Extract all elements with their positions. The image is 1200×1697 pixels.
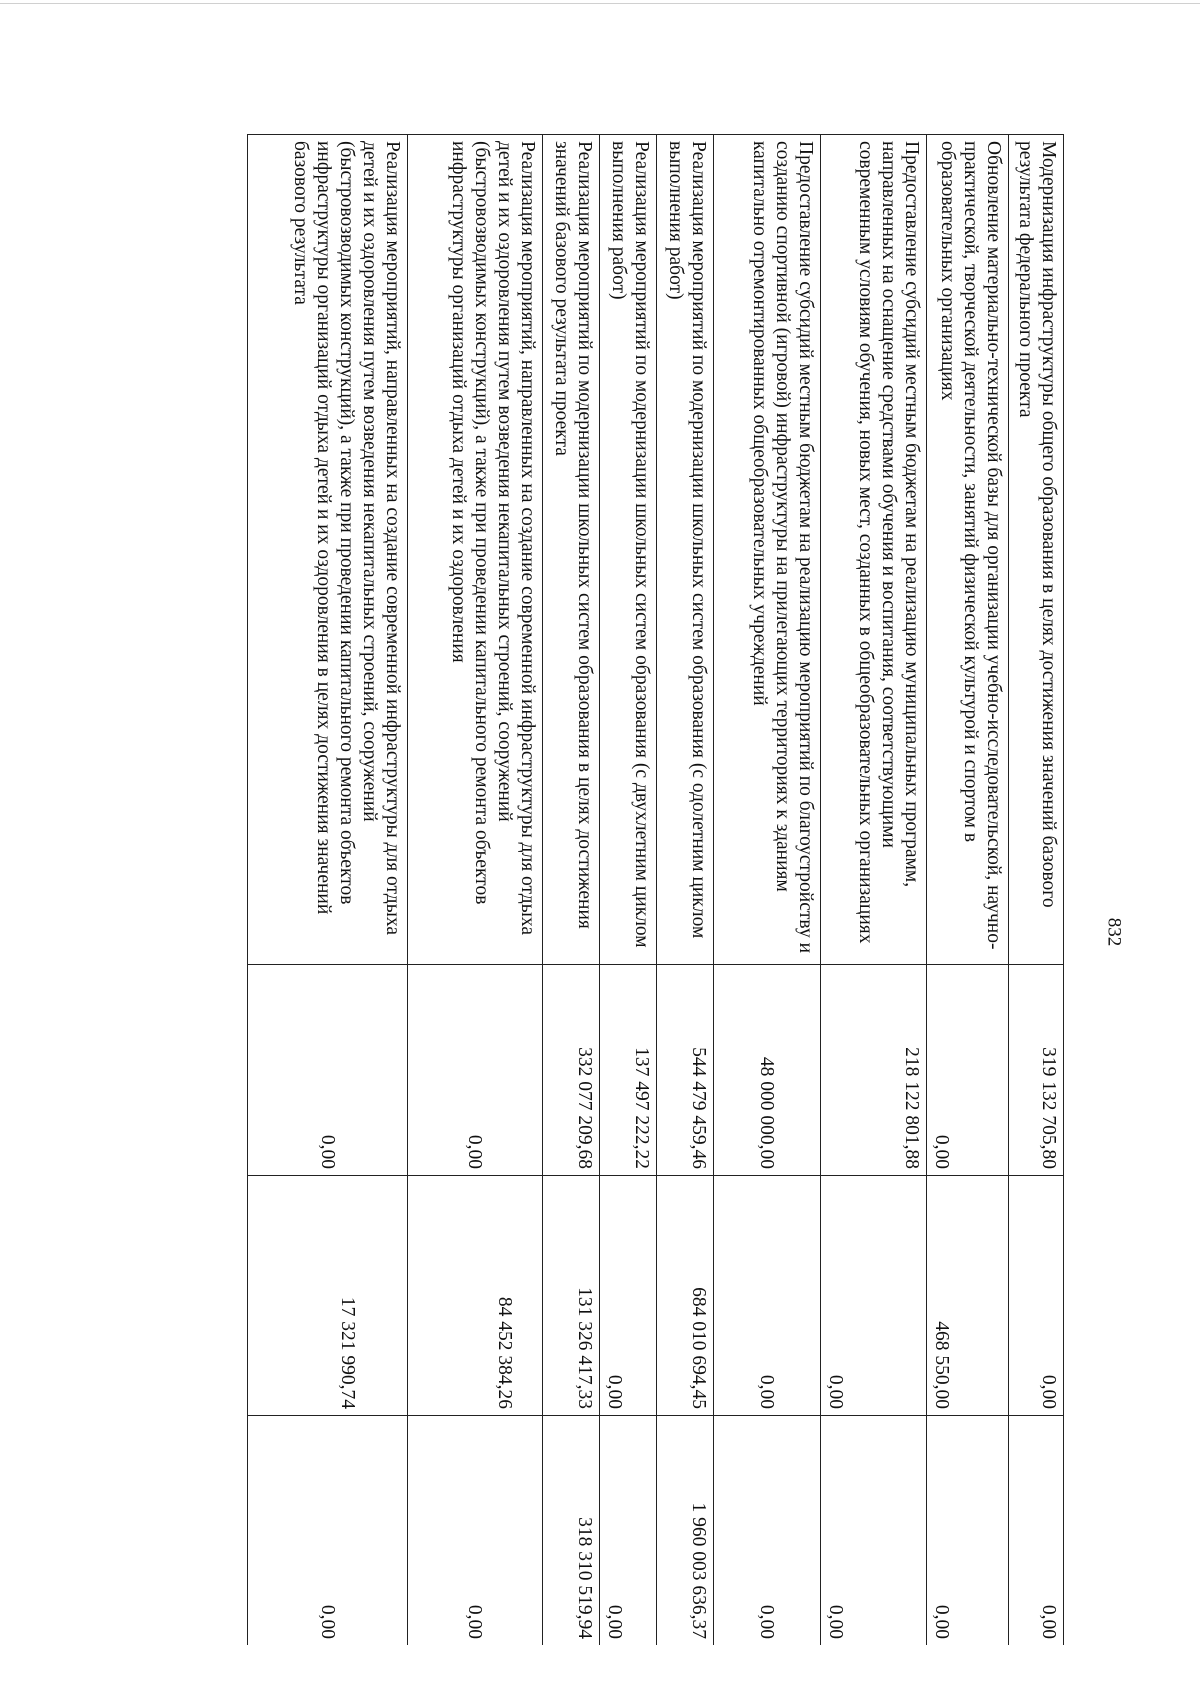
row-value-1: 0,00 (248, 965, 408, 1176)
row-value-1: 0,00 (927, 965, 1009, 1176)
row-description: Обновление материально-технической базы для организации учебно-исследовательской, научно-практической, творческой деятельности, занятий физической культурой и спортом в образовательных организациях (927, 135, 1009, 965)
row-value-1: 319 132 705,80 (1009, 965, 1064, 1176)
row-value-2: 0,00 (714, 1176, 821, 1416)
row-value-1: 544 479 459,46 (657, 965, 714, 1176)
budget-table (247, 134, 1064, 1645)
row-value-3: 318 310 519,94 (543, 1416, 600, 1646)
row-value-1: 137 497 222,22 (600, 965, 657, 1176)
row-value-2: 0,00 (1009, 1176, 1064, 1416)
row-value-3: 0,00 (248, 1416, 408, 1646)
row-description: Реализация мероприятий по модернизации школьных систем образования (с двухлетним циклом выполнения работ) (600, 135, 657, 965)
row-value-1: 218 122 801,88 (821, 965, 927, 1176)
row-value-2: 131 326 417,33 (543, 1176, 600, 1416)
row-value-2: 468 550,00 (927, 1176, 1009, 1416)
row-value-1: 48 000 000,00 (714, 965, 821, 1176)
row-value-3: 0,00 (927, 1416, 1009, 1646)
table-row (821, 135, 927, 1646)
row-description: Реализация мероприятий по модернизации школьных систем образования в целях достижения значений базового результата проекта (543, 135, 600, 965)
row-description: Предоставление субсидий местным бюджетам на реализацию мероприятий по благоустройству и созданию спортивной (игровой) инфраструктуры на прилегающих территориях к зданиям капитально отремонтированных общеобразовательных учреждений (714, 135, 821, 965)
row-description: Реализация мероприятий, направленных на создание современной инфраструктуры для отдыха детей и их оздоровления путем возведения некапитальных строений, сооружений (быстровозводимых конструкций), а также при проведении капитального ремонта объектов инфраструктуры организаций отдыха детей и их оздоровления в целях достижения значений базового результата (248, 135, 408, 965)
table-row (657, 135, 714, 1646)
row-value-3: 0,00 (600, 1416, 657, 1646)
row-description: Модернизация инфраструктуры общего образования в целях достижения значений базового результата федерального проекта (1009, 135, 1064, 965)
row-value-3: 0,00 (408, 1416, 543, 1646)
row-value-3: 0,00 (714, 1416, 821, 1646)
scan-edge-line (0, 3, 1200, 4)
table-row (408, 135, 543, 1646)
row-description: Реализация мероприятий по модернизации школьных систем образования (с одолетним циклом выполнения работ) (657, 135, 714, 965)
row-value-2: 17 321 990,74 (248, 1176, 408, 1416)
table-row (600, 135, 657, 1646)
page-number-text: 832 (1103, 917, 1124, 947)
row-description: Предоставление субсидий местным бюджетам на реализацию муниципальных программ, направленных на оснащение средствами обучения и воспитания, соответствующими современным условиям обучения, новых мест, созданных в общеобразовательных организациях (821, 135, 927, 965)
page-number (1098, 902, 1128, 962)
table-row (1009, 135, 1064, 1646)
row-value-2: 84 452 384,26 (408, 1176, 543, 1416)
table-row (927, 135, 1009, 1646)
row-value-2: 0,00 (821, 1176, 927, 1416)
budget-table-body (248, 135, 1064, 1646)
row-value-3: 0,00 (1009, 1416, 1064, 1646)
row-value-3: 1 960 003 636,37 (657, 1416, 714, 1646)
table-rotation-frame (148, 134, 1064, 1645)
table-row (714, 135, 821, 1646)
table-row (248, 135, 408, 1646)
row-description: Реализация мероприятий, направленных на создание современной инфраструктуры для отдыха детей и их оздоровления путем возведения некапитальных строений, сооружений (быстровозводимых конструкций), а также при проведении капитального ремонта объектов инфраструктуры организаций отдыха детей и их оздоровления (408, 135, 543, 965)
row-value-1: 0,00 (408, 965, 543, 1176)
row-value-2: 0,00 (600, 1176, 657, 1416)
row-value-1: 332 077 209,68 (543, 965, 600, 1176)
rotated-table-container (148, 134, 1064, 1645)
table-row (543, 135, 600, 1646)
row-value-3: 0,00 (821, 1416, 927, 1646)
row-value-2: 684 010 694,45 (657, 1176, 714, 1416)
